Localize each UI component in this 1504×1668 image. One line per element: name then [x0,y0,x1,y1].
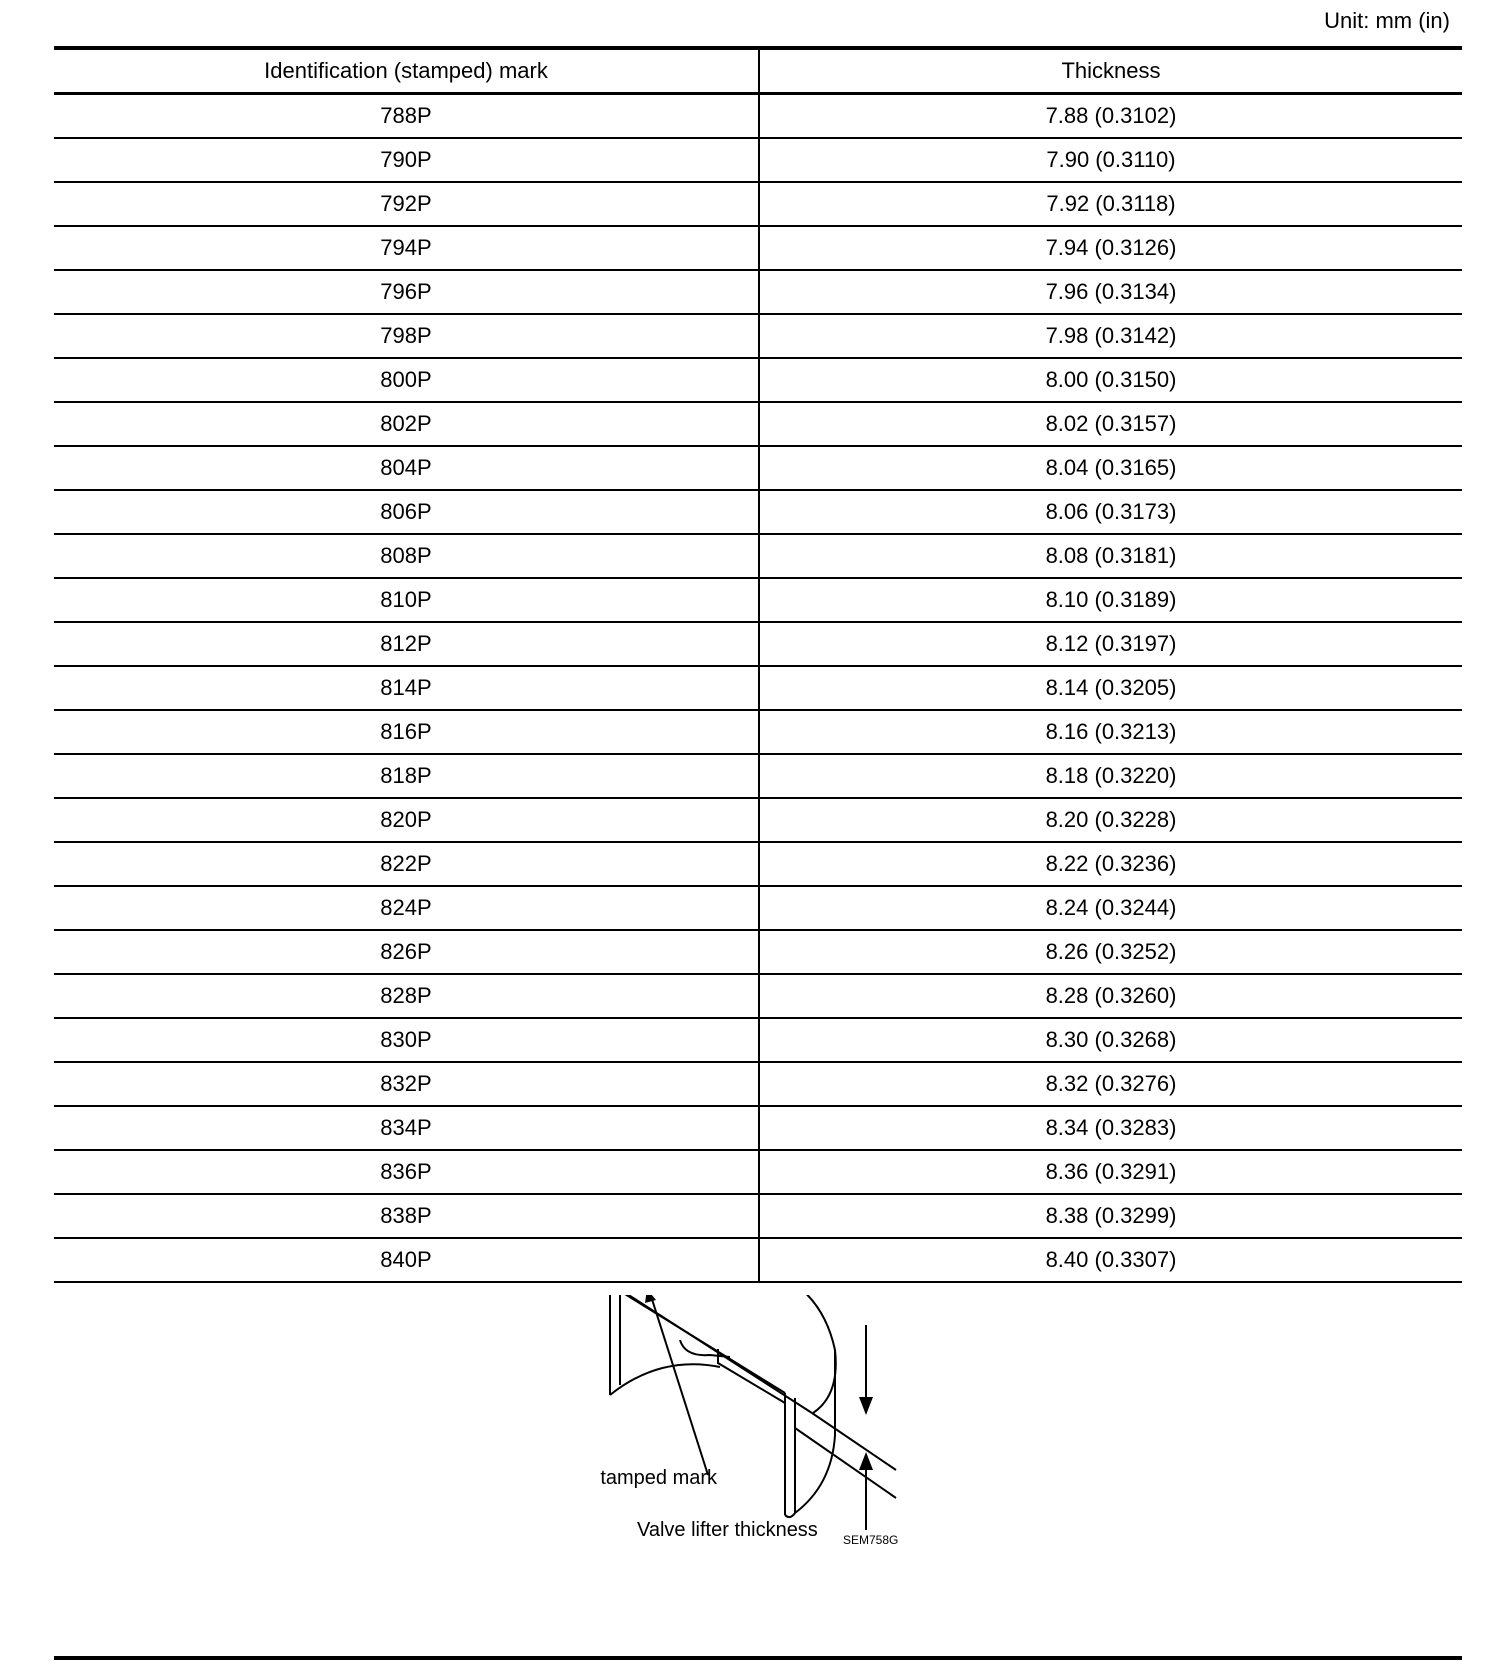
thickness-cell: 7.98 (0.3142) [759,314,1462,358]
identification-mark-cell: 800P [54,358,759,402]
thickness-cell: 8.18 (0.3220) [759,754,1462,798]
column-header-thickness: Thickness [759,48,1462,94]
table-row [54,446,1462,490]
thickness-cell: 8.06 (0.3173) [759,490,1462,534]
table-row [54,402,1462,446]
table-row [54,666,1462,710]
identification-mark-cell: 836P [54,1150,759,1194]
identification-mark-cell: 820P [54,798,759,842]
table-body [54,94,1462,1283]
identification-mark-cell: 796P [54,270,759,314]
table-row [54,1106,1462,1150]
identification-mark-cell: 792P [54,182,759,226]
table-row [54,226,1462,270]
table-row [54,490,1462,534]
table-row [54,710,1462,754]
thickness-cell: 8.40 (0.3307) [759,1238,1462,1282]
identification-mark-cell: 828P [54,974,759,1018]
stamped-mark-label: Stamped mark [600,1467,718,1489]
thickness-cell: 8.32 (0.3276) [759,1062,1462,1106]
table-row [54,974,1462,1018]
thickness-arrow-up-icon [859,1452,873,1470]
thickness-cell: 8.20 (0.3228) [759,798,1462,842]
thickness-cell: 8.36 (0.3291) [759,1150,1462,1194]
thickness-cell: 8.22 (0.3236) [759,842,1462,886]
thickness-cell: 8.26 (0.3252) [759,930,1462,974]
thickness-cell: 8.04 (0.3165) [759,446,1462,490]
identification-mark-cell: 806P [54,490,759,534]
table-row [54,1018,1462,1062]
identification-mark-cell: 808P [54,534,759,578]
identification-mark-cell: 810P [54,578,759,622]
thickness-cell: 8.08 (0.3181) [759,534,1462,578]
identification-mark-cell: 834P [54,1106,759,1150]
thickness-cell: 8.30 (0.3268) [759,1018,1462,1062]
identification-mark-cell: 802P [54,402,759,446]
table-row [54,138,1462,182]
table-row [54,1238,1462,1282]
identification-mark-cell: 798P [54,314,759,358]
thickness-cell: 8.10 (0.3189) [759,578,1462,622]
thickness-cell: 7.92 (0.3118) [759,182,1462,226]
thickness-cell: 8.12 (0.3197) [759,622,1462,666]
thickness-cell: 7.96 (0.3134) [759,270,1462,314]
identification-mark-cell: 804P [54,446,759,490]
table-row [54,842,1462,886]
identification-mark-cell: 838P [54,1194,759,1238]
unit-label: Unit: mm (in) [1324,8,1450,33]
stamped-mark-arrow-icon [645,1295,656,1303]
thickness-cell: 8.14 (0.3205) [759,666,1462,710]
identification-mark-cell: 790P [54,138,759,182]
identification-mark-cell: 824P [54,886,759,930]
table-row [54,358,1462,402]
identification-mark-cell: 816P [54,710,759,754]
table-row [54,754,1462,798]
table-row [54,886,1462,930]
table-row [54,182,1462,226]
identification-mark-cell: 814P [54,666,759,710]
thickness-cell: 7.94 (0.3126) [759,226,1462,270]
table-row [54,1150,1462,1194]
identification-mark-cell: 788P [54,94,759,139]
thickness-cell: 8.38 (0.3299) [759,1194,1462,1238]
thickness-cell: 8.24 (0.3244) [759,886,1462,930]
table-row [54,1062,1462,1106]
identification-mark-cell: 830P [54,1018,759,1062]
thickness-cell: 8.34 (0.3283) [759,1106,1462,1150]
identification-mark-cell: 794P [54,226,759,270]
table-row [54,622,1462,666]
table-row [54,270,1462,314]
thickness-cell: 8.02 (0.3157) [759,402,1462,446]
table-row [54,798,1462,842]
column-header-identification-mark: Identification (stamped) mark [54,48,759,94]
thickness-cell: 7.88 (0.3102) [759,94,1462,139]
thickness-cell: 8.16 (0.3213) [759,710,1462,754]
identification-mark-cell: 818P [54,754,759,798]
table-row [54,1194,1462,1238]
table-row [54,578,1462,622]
thickness-cell: 7.90 (0.3110) [759,138,1462,182]
thickness-arrow-down-icon [859,1397,873,1415]
thickness-cell: 8.00 (0.3150) [759,358,1462,402]
valve-lifter-thickness-label: Valve lifter thickness [637,1519,818,1541]
identification-mark-cell: 840P [54,1238,759,1282]
identification-mark-cell: 832P [54,1062,759,1106]
table-row [54,930,1462,974]
table-header-row [54,48,1462,94]
table-row [54,314,1462,358]
thickness-cell: 8.28 (0.3260) [759,974,1462,1018]
valve-lifter-thickness-table [54,46,1462,1283]
identification-mark-cell: 826P [54,930,759,974]
identification-mark-cell: 812P [54,622,759,666]
table-row [54,94,1462,139]
identification-mark-cell: 822P [54,842,759,886]
table-row [54,534,1462,578]
valve-lifter-figure [600,1295,980,1655]
bottom-rule [54,1656,1462,1660]
valve-lifter-illustration [600,1295,980,1655]
figure-code: SEM758G [843,1533,899,1547]
